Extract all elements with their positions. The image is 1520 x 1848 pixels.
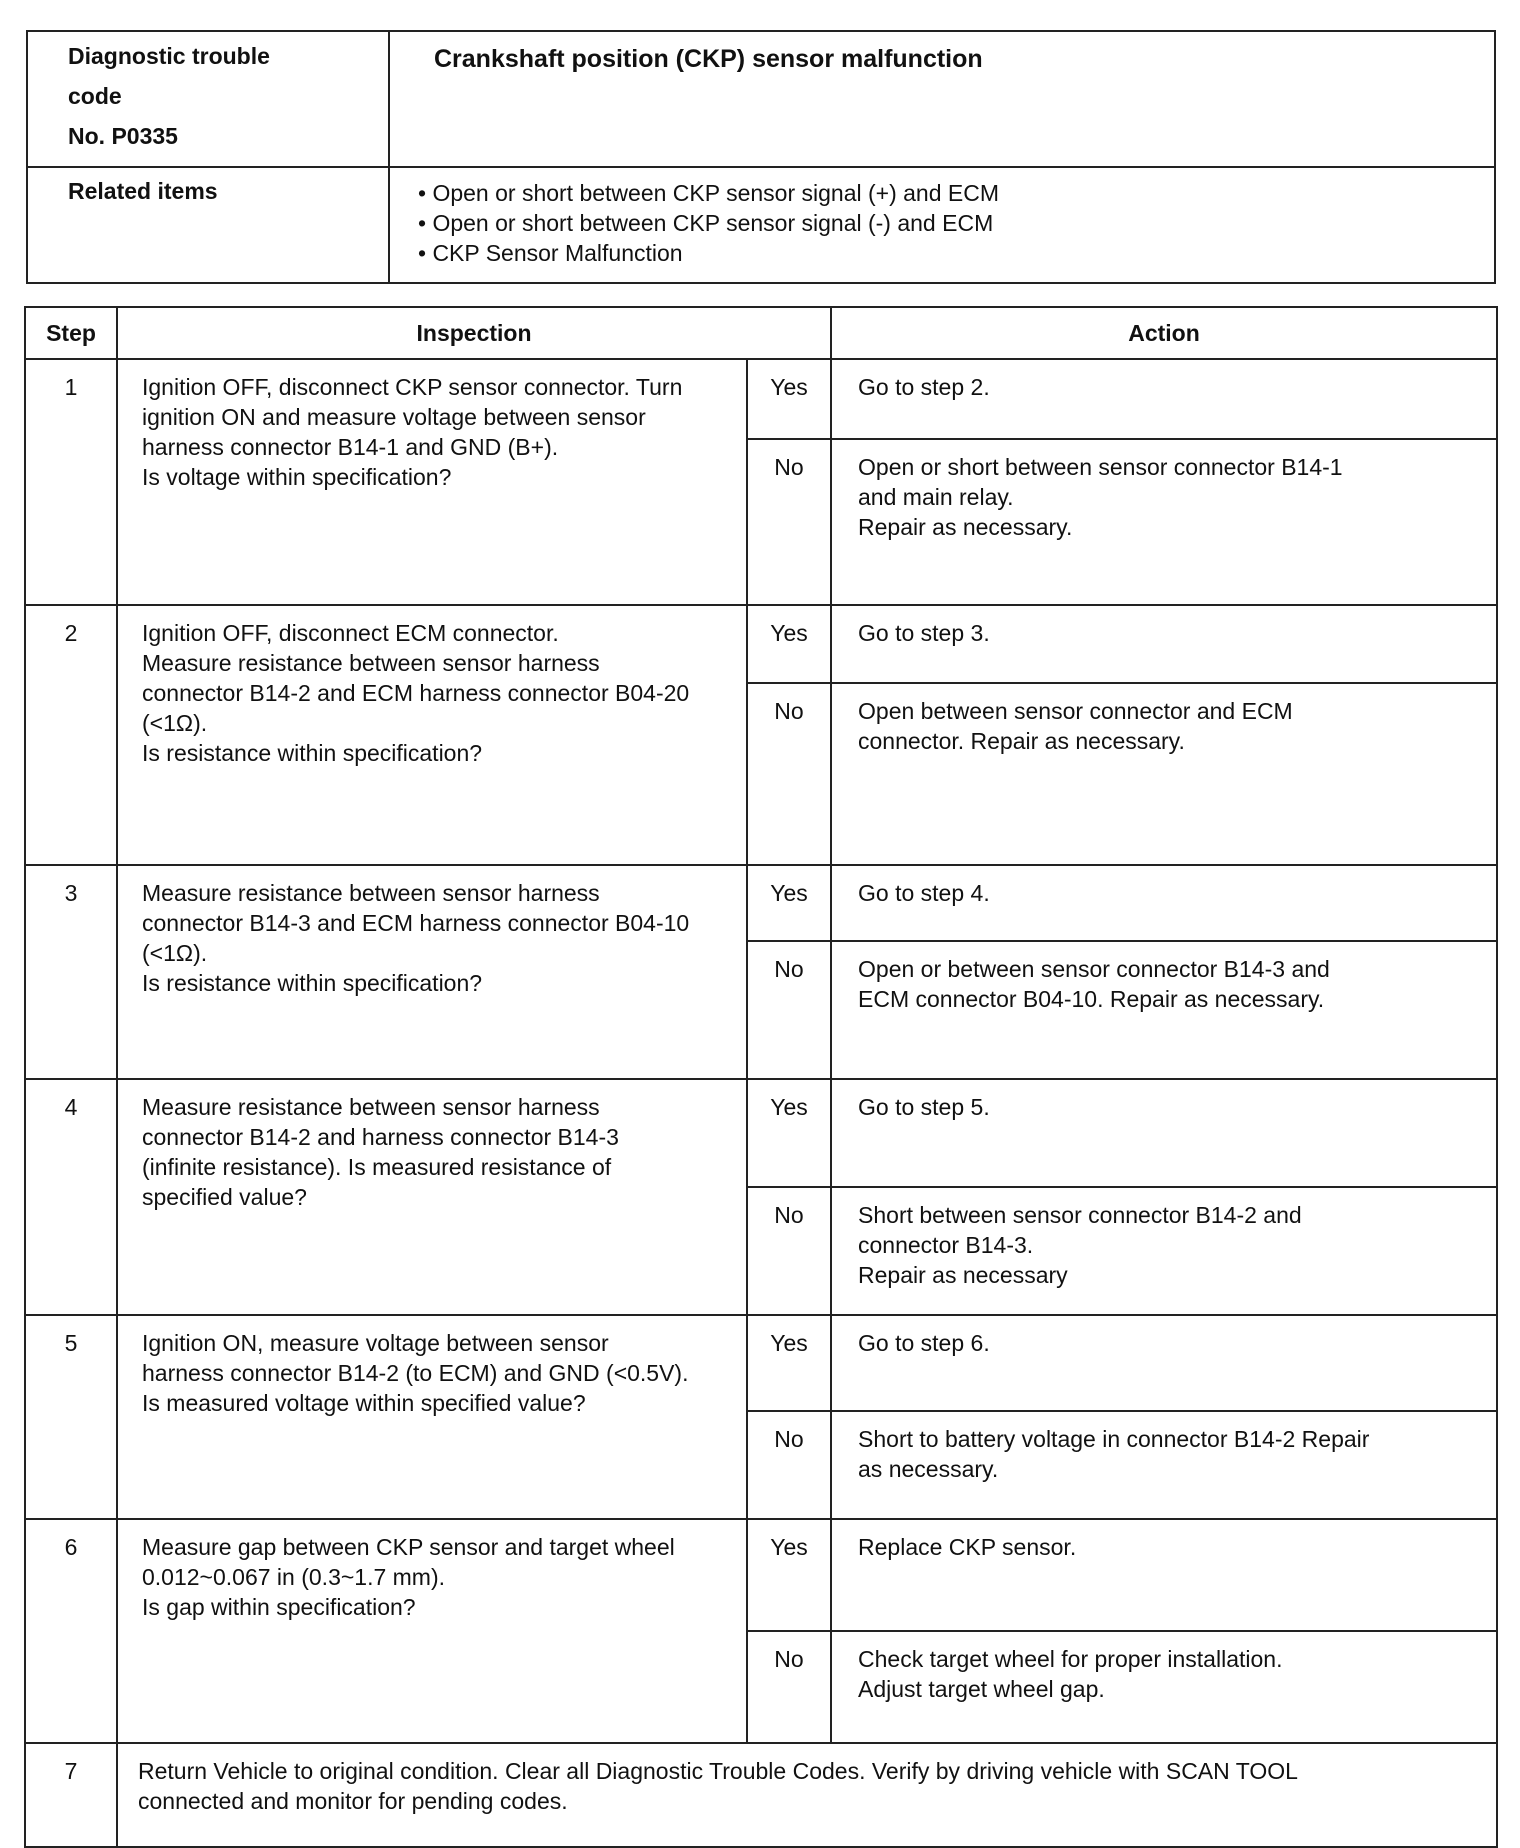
inspection-line: Measure resistance between sensor harness bbox=[142, 880, 600, 906]
action-line: connector B14-3. bbox=[858, 1232, 1034, 1258]
step-row-yes bbox=[25, 1079, 1497, 1187]
inspection-line: harness connector B14-2 (to ECM) and GND (<0.5V). bbox=[142, 1360, 689, 1386]
inspection-line: Measure gap between CKP sensor and target wheel bbox=[142, 1534, 675, 1560]
yes-action bbox=[831, 1315, 1497, 1411]
inspection-line: Is resistance within specification? bbox=[142, 740, 483, 766]
yes-action bbox=[831, 865, 1497, 941]
inspection-line: Ignition OFF, disconnect CKP sensor connector. Turn bbox=[142, 374, 683, 400]
yes-action bbox=[831, 605, 1497, 683]
inspection-line: Is voltage within specification? bbox=[142, 464, 452, 490]
related-item: • Open or short between CKP sensor signal (-) and ECM bbox=[418, 210, 994, 236]
no-label: No bbox=[747, 1631, 831, 1743]
inspection-text bbox=[117, 1079, 747, 1315]
step-row-yes bbox=[25, 359, 1497, 439]
step-row-yes bbox=[25, 1315, 1497, 1411]
inspection-line: Measure resistance between sensor harness bbox=[142, 650, 600, 676]
inspection-line: Is measured voltage within specified value? bbox=[142, 1390, 586, 1416]
action-line: Adjust target wheel gap. bbox=[858, 1676, 1105, 1702]
yes-label: Yes bbox=[747, 359, 831, 439]
inspection-line: (infinite resistance). Is measured resistance of bbox=[142, 1154, 612, 1180]
action-line: as necessary. bbox=[858, 1456, 999, 1482]
yes-action bbox=[831, 1079, 1497, 1187]
inspection-text bbox=[117, 1519, 747, 1743]
no-label: No bbox=[747, 439, 831, 605]
no-label: No bbox=[747, 941, 831, 1079]
final-step-text bbox=[117, 1743, 1497, 1847]
step-row-yes bbox=[25, 1519, 1497, 1631]
inspection-text bbox=[117, 865, 747, 1079]
action-line: connector. Repair as necessary. bbox=[858, 728, 1185, 754]
inspection-line: connector B14-2 and ECM harness connector B04-20 bbox=[142, 680, 690, 706]
action-line: Go to step 4. bbox=[858, 880, 990, 906]
final-step-row bbox=[25, 1743, 1497, 1847]
action-line: Short to battery voltage in connector B14-2 Repair bbox=[858, 1426, 1370, 1452]
related-item: • Open or short between CKP sensor signal (+) and ECM bbox=[418, 180, 999, 206]
no-label: No bbox=[747, 683, 831, 865]
col-inspection-header: Inspection bbox=[117, 307, 831, 359]
no-action bbox=[831, 1631, 1497, 1743]
action-line: Open or between sensor connector B14-3 and bbox=[858, 956, 1330, 982]
inspection-line: Ignition OFF, disconnect ECM connector. bbox=[142, 620, 559, 646]
dtc-title: Crankshaft position (CKP) sensor malfunction bbox=[389, 31, 1495, 167]
action-line: Repair as necessary. bbox=[858, 514, 1073, 540]
inspection-text bbox=[117, 605, 747, 865]
step-number: 2 bbox=[25, 605, 117, 865]
related-items-label: Related items bbox=[27, 167, 389, 283]
inspection-line: harness connector B14-1 and GND (B+). bbox=[142, 434, 559, 460]
no-action bbox=[831, 439, 1497, 605]
step-number: 5 bbox=[25, 1315, 117, 1519]
action-line: Short between sensor connector B14-2 and bbox=[858, 1202, 1302, 1228]
step-row-yes bbox=[25, 865, 1497, 941]
yes-label: Yes bbox=[747, 1315, 831, 1411]
dtc-code-label bbox=[27, 31, 389, 167]
action-line: Replace CKP sensor. bbox=[858, 1534, 1077, 1560]
action-line: Open between sensor connector and ECM bbox=[858, 698, 1293, 724]
inspection-text bbox=[117, 359, 747, 605]
action-line: Open or short between sensor connector B14-1 bbox=[858, 454, 1343, 480]
yes-label: Yes bbox=[747, 1079, 831, 1187]
step-number: 4 bbox=[25, 1079, 117, 1315]
col-step-header: Step bbox=[25, 307, 117, 359]
step-number: 3 bbox=[25, 865, 117, 1079]
inspection-line: (<1Ω). bbox=[142, 710, 208, 736]
action-line: ECM connector B04-10. Repair as necessary. bbox=[858, 986, 1325, 1012]
dtc-label-line: code bbox=[68, 83, 122, 109]
inspection-line: specified value? bbox=[142, 1184, 307, 1210]
action-line: Go to step 5. bbox=[858, 1094, 990, 1120]
col-action-header: Action bbox=[831, 307, 1497, 359]
step-number: 6 bbox=[25, 1519, 117, 1743]
action-line: and main relay. bbox=[858, 484, 1014, 510]
action-line: Go to step 2. bbox=[858, 374, 990, 400]
dtc-label-line: Diagnostic trouble bbox=[68, 43, 270, 69]
diagnostic-steps-table bbox=[24, 306, 1498, 1848]
no-label: No bbox=[747, 1187, 831, 1315]
yes-action bbox=[831, 359, 1497, 439]
dtc-header-table bbox=[26, 30, 1496, 284]
yes-label: Yes bbox=[747, 1519, 831, 1631]
no-action bbox=[831, 683, 1497, 865]
no-label: No bbox=[747, 1411, 831, 1519]
inspection-line: connector B14-3 and ECM harness connector B04-10 bbox=[142, 910, 690, 936]
action-line: Go to step 3. bbox=[858, 620, 990, 646]
final-step-line: connected and monitor for pending codes. bbox=[138, 1788, 568, 1814]
action-line: Repair as necessary bbox=[858, 1262, 1068, 1288]
no-action bbox=[831, 941, 1497, 1079]
inspection-text bbox=[117, 1315, 747, 1519]
related-item: • CKP Sensor Malfunction bbox=[418, 240, 683, 266]
dtc-code-number: No. P0335 bbox=[68, 123, 178, 149]
yes-label: Yes bbox=[747, 865, 831, 941]
inspection-line: Is resistance within specification? bbox=[142, 970, 483, 996]
step-number: 7 bbox=[25, 1743, 117, 1847]
no-action bbox=[831, 1187, 1497, 1315]
action-line: Check target wheel for proper installation. bbox=[858, 1646, 1283, 1672]
inspection-line: Is gap within specification? bbox=[142, 1594, 416, 1620]
inspection-line: Measure resistance between sensor harness bbox=[142, 1094, 600, 1120]
step-number: 1 bbox=[25, 359, 117, 605]
step-row-yes bbox=[25, 605, 1497, 683]
no-action bbox=[831, 1411, 1497, 1519]
related-items-list bbox=[389, 167, 1495, 283]
yes-action bbox=[831, 1519, 1497, 1631]
yes-label: Yes bbox=[747, 605, 831, 683]
table-header-row bbox=[25, 307, 1497, 359]
inspection-line: (<1Ω). bbox=[142, 940, 208, 966]
inspection-line: 0.012~0.067 in (0.3~1.7 mm). bbox=[142, 1564, 446, 1590]
inspection-line: Ignition ON, measure voltage between sensor bbox=[142, 1330, 609, 1356]
inspection-line: ignition ON and measure voltage between sensor bbox=[142, 404, 646, 430]
inspection-line: connector B14-2 and harness connector B14-3 bbox=[142, 1124, 619, 1150]
action-line: Go to step 6. bbox=[858, 1330, 990, 1356]
final-step-line: Return Vehicle to original condition. Clear all Diagnostic Trouble Codes. Verify by driving vehicle with SCAN TOOL bbox=[138, 1758, 1298, 1784]
